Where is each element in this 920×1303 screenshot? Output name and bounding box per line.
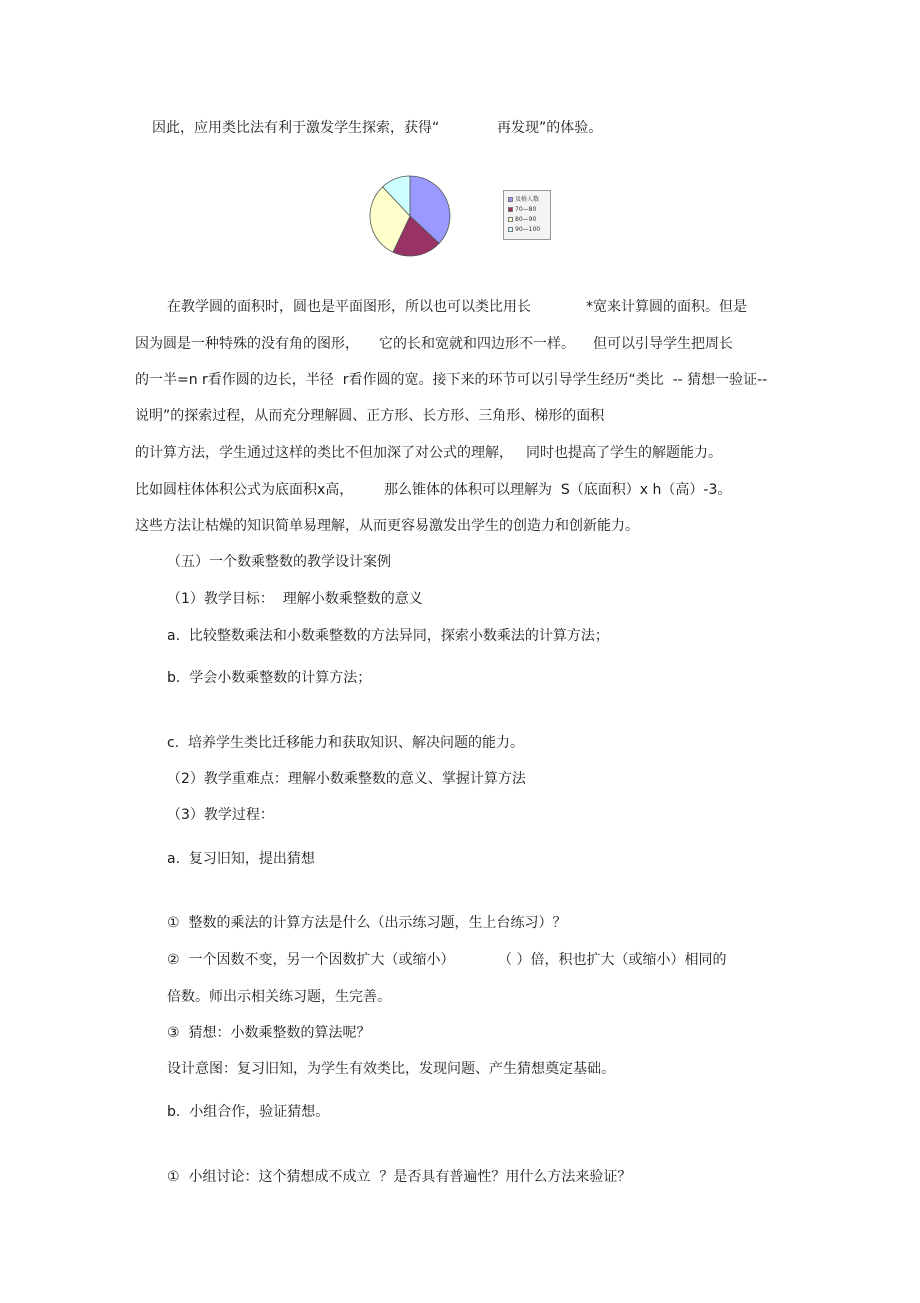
legend-swatch xyxy=(508,207,513,212)
pie-svg xyxy=(366,168,456,264)
list-item: ① 小组讨论：这个猜想成不成立 ？是否具有普遍性？用什么方法来验证？ xyxy=(167,1169,632,1185)
text-line: 比如圆柱体体积公式为底面积x高， xyxy=(135,482,354,498)
legend-label: 及格人数 xyxy=(515,196,540,203)
text-line: 这些方法让枯燥的知识简单易理解，从而更容易激发出学生的创造力和创新能力。 xyxy=(135,518,639,534)
legend-item xyxy=(508,195,539,204)
section-heading: （3）教学过程： xyxy=(167,807,274,823)
text-line: 那么锥体的体积可以理解为 S（底面积）x h（高）-3。 xyxy=(384,482,732,498)
section-heading: （1）教学目标： 理解小数乘整数的意义 xyxy=(167,591,423,607)
list-item: a. 比较整数乘法和小数乘整数的方法异同，探索小数乘法的计算方法； xyxy=(167,628,609,644)
section-heading: （五）一个数乘整数的教学设计案例 xyxy=(167,554,391,570)
legend-swatch xyxy=(508,197,513,202)
list-item: ① 整数的乘法的计算方法是什么（出示练习题，生上台练习）？ xyxy=(167,915,567,931)
list-item: （ ）倍，积也扩大（或缩小）相同的 xyxy=(498,952,727,968)
list-item: ② 一个因数不变，另一个因数扩大（或缩小） xyxy=(167,952,455,968)
legend-label: 90—100 xyxy=(515,226,541,233)
section-heading: （2）教学重难点：理解小数乘整数的意义、掌握计算方法 xyxy=(167,771,526,787)
list-item: c. 培养学生类比迁移能力和获取知识、解决问题的能力。 xyxy=(167,735,525,751)
text-line: 因此，应用类比法有利于激发学生探索，获得“ xyxy=(152,120,440,136)
text-line: 同时也提高了学生的解题能力。 xyxy=(526,445,722,461)
text-line: 的一半=n r看作圆的边长，半径 r看作圆的宽。接下来的环节可以引导学生经历“类比 -- 猜想一验证-- xyxy=(135,372,768,388)
list-item: b. 小组合作，验证猜想。 xyxy=(167,1104,330,1120)
text-line: 倍数。师出示相关练习题，生完善。 xyxy=(167,989,391,1005)
legend-item xyxy=(508,215,536,224)
list-item: a. 复习旧知，提出猜想 xyxy=(167,851,315,867)
legend-label: 70—80 xyxy=(515,206,537,213)
text-line: 它的长和宽就和四边形不一样。 xyxy=(379,336,575,352)
text-line: 因为圆是一种特殊的没有角的图形， xyxy=(135,336,359,352)
list-item: ③ 猜想：小数乘整数的算法呢？ xyxy=(167,1025,371,1041)
legend-item xyxy=(508,225,540,234)
legend-label: 80—90 xyxy=(515,216,537,223)
text-line: 在教学圆的面积时，圆也是平面图形，所以也可以类比用长 xyxy=(167,299,531,315)
legend-swatch xyxy=(508,217,513,222)
text-line: 设计意图：复习旧知，为学生有效类比，发现问题、产生猜想奠定基础。 xyxy=(167,1061,615,1077)
chart-legend xyxy=(503,190,551,240)
text-line: 但可以引导学生把周长 xyxy=(593,336,733,352)
text-line: 说明”的探索过程，从而充分理解圆、正方形、长方形、三角形、梯形的面积 xyxy=(135,408,605,424)
text-line: 再发现”的体验。 xyxy=(497,120,603,136)
legend-swatch xyxy=(508,227,513,232)
list-item: b. 学会小数乘整数的计算方法； xyxy=(167,670,372,686)
pie-chart xyxy=(366,168,556,264)
text-line: *宽来计算圆的面积。但是 xyxy=(586,299,747,315)
legend-item xyxy=(508,205,536,214)
text-line: 的计算方法，学生通过这样的类比不但加深了对公式的理解， xyxy=(135,445,513,461)
